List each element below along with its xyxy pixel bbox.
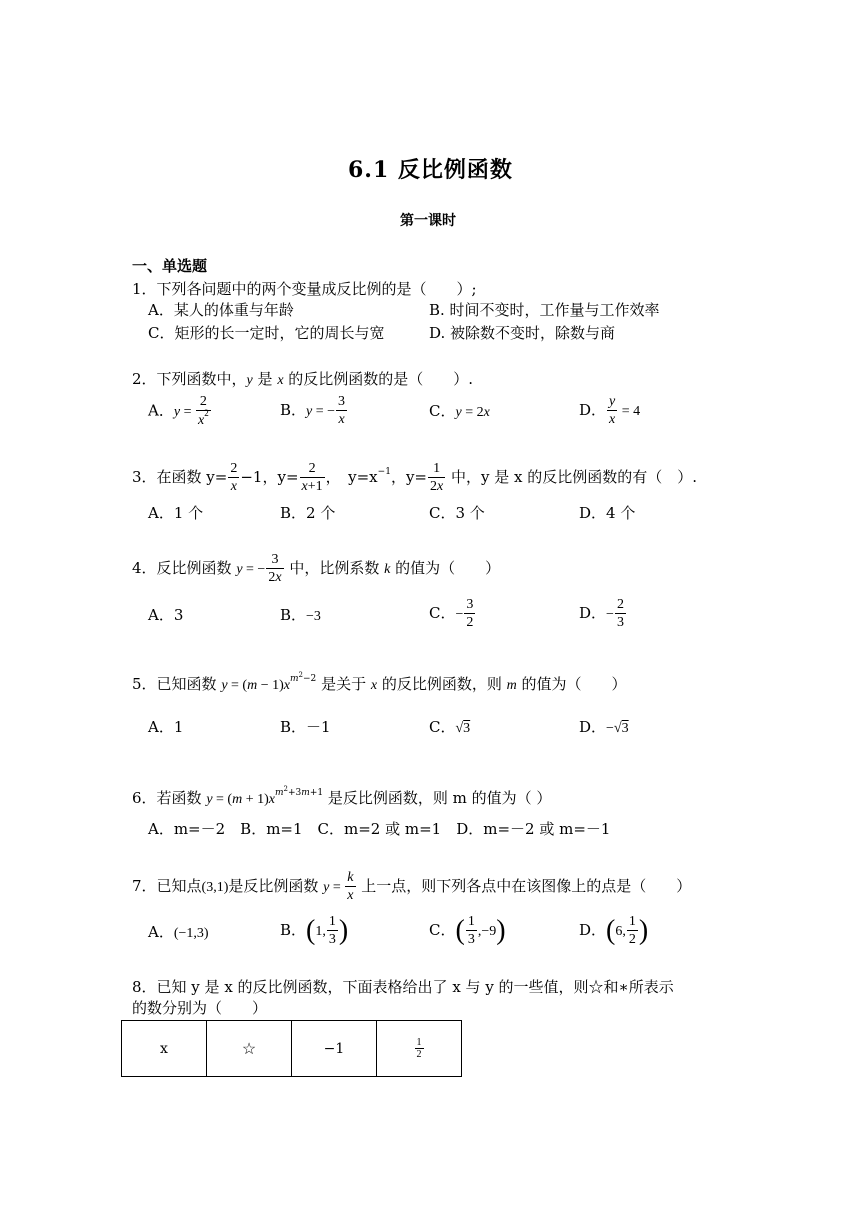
question-1-option-b: B. 时间不变时，工作量与工作效率	[429, 301, 660, 319]
question-3-option-d: D．4 个	[579, 504, 636, 522]
question-7-stem: 7．已知点(3,1)是反比例函数 y = $\frac{k}{x}$ 上一点，则下列各点中在该图像上的点是（ ）	[132, 870, 692, 903]
question-2-stem: 2．下列函数中，y 是 x 的反比例函数的是（ ）.	[132, 370, 474, 388]
question-5-option-a: A．1	[148, 718, 184, 736]
page-title: 6.1 反比例函数	[348, 157, 513, 183]
question-5-option-b: B．－1	[280, 718, 331, 736]
question-4-option-c: C．− $\frac{3}{2}$	[429, 597, 474, 630]
question-8-stem-line-2: 的数分别为（ ）	[132, 999, 268, 1017]
table-row	[122, 1021, 462, 1077]
question-7-option-b: B．(1, $\frac{1}{3}$ )	[280, 914, 349, 947]
question-1-option-c: C．矩形的长一定时，它的周长与宽	[148, 324, 385, 342]
table-cell: −1	[292, 1021, 377, 1077]
question-2-option-b: B．y = − $\frac{3}{x}$	[280, 394, 346, 427]
question-2-option-a: A．y = $\frac{2}{x^2}$	[148, 394, 209, 428]
question-8-stem-line-1: 8．已知 y 是 x 的反比例函数，下面表格给出了 x 与 y 的一些值，则☆和∗所表示	[132, 978, 674, 996]
table-cell: ☆	[207, 1021, 292, 1077]
question-2-option-d: D． $\frac{y}{x}$ = 4	[579, 394, 641, 427]
question-3-stem: 3．在函数 y= $\frac{2}{x}$ −1，y= $\frac{2}{x+1}$ ， $y=x^{-1}$，y= $\frac{1}{2x}$ 中，y 是 x 的反比例函数的有（ ）.	[132, 461, 697, 494]
question-6-options: A．m=－2 B．m=1 C．m=2 或 m=1 D．m=－2 或 m=－1	[148, 820, 611, 838]
page-subtitle: 第一课时	[400, 213, 456, 229]
question-3-option-c: C．3 个	[429, 504, 485, 522]
question-4-stem: 4．反比例函数 y = − $\frac{3}{2x}$ 中，比例系数 k 的值为（ ）	[132, 552, 501, 585]
question-7-option-a: A．(−1,3)	[148, 923, 209, 941]
question-5-option-d: D．−√3	[579, 718, 629, 736]
value-table	[121, 1020, 462, 1077]
question-1-stem: 1．下列各问题中的两个变量成反比例的是（ ）;	[132, 280, 477, 298]
question-1-option-d: D. 被除数不变时，除数与商	[429, 324, 616, 342]
question-5-option-c: C．√3	[429, 718, 471, 736]
table-cell: $\frac{1}{2}$	[377, 1021, 462, 1077]
question-7-option-d: D．(6, $\frac{1}{2}$ )	[579, 914, 649, 947]
question-4-option-b: B．−3	[280, 606, 321, 624]
section-heading: 一、单选题	[132, 257, 208, 275]
question-4-option-d: D．− $\frac{2}{3}$	[579, 597, 624, 630]
question-6-stem: 6．若函数 $y = (m + 1)x^{m^2+3m+1}$ 是反比例函数，则 m 的值为（ ）	[132, 785, 552, 807]
question-4-option-a: A．3	[148, 606, 184, 624]
question-3-option-b: B．2 个	[280, 504, 336, 522]
question-5-stem: 5．已知函数 $y = (m - 1)x^{m^2-2}$ 是关于 x 的反比例函数，则 m 的值为（ ）	[132, 671, 627, 693]
question-7-option-c: C．( $\frac{1}{3}$ ,−9)	[429, 914, 506, 947]
question-1-option-a: A．某人的体重与年龄	[148, 301, 294, 319]
question-2-option-c: C．y = 2x	[429, 402, 490, 420]
question-3-option-a: A．1 个	[148, 504, 204, 522]
table-cell: x	[122, 1021, 207, 1077]
